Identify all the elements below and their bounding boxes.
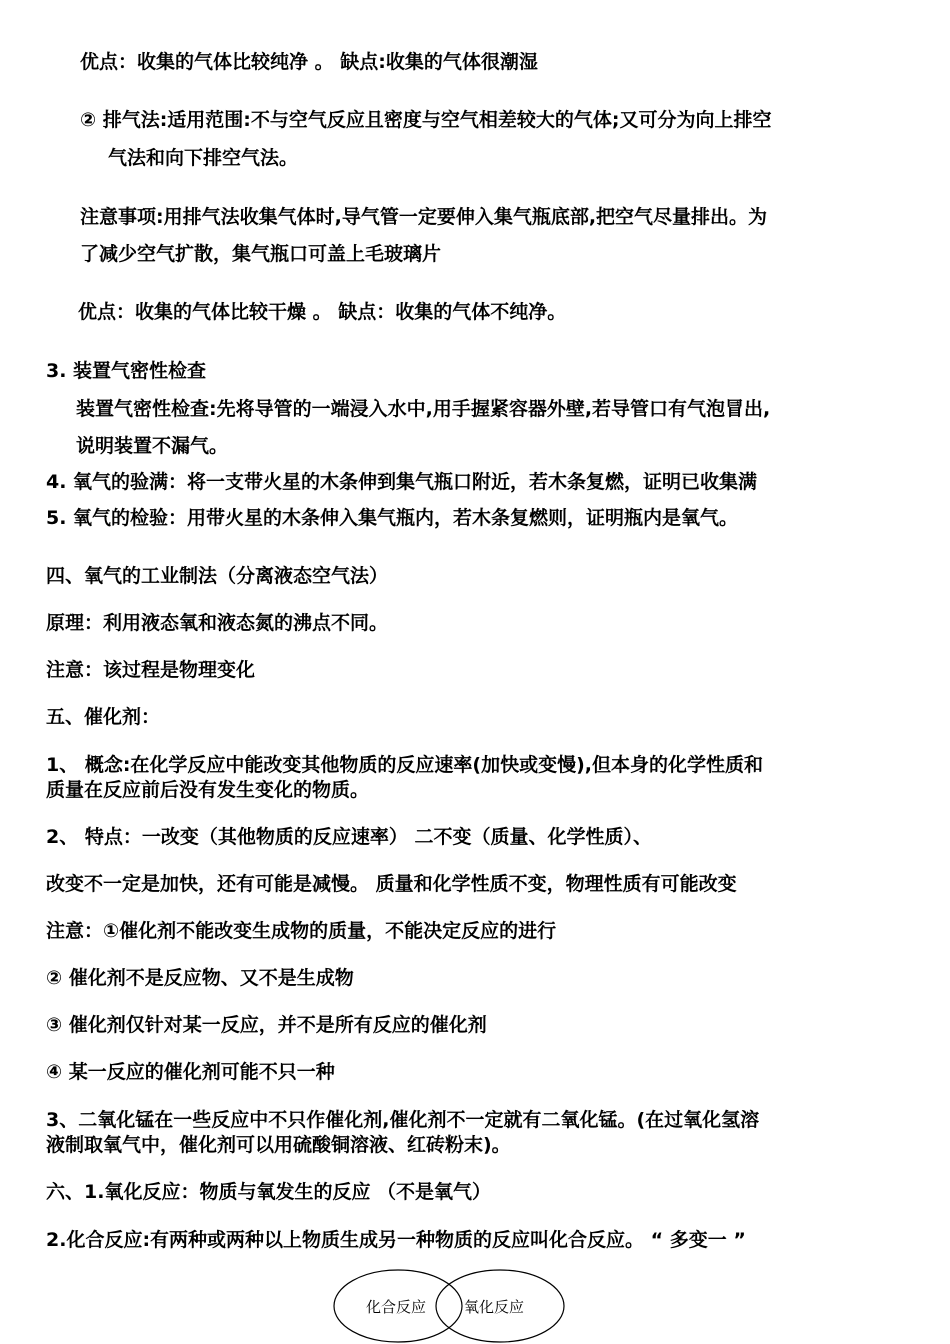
text-line-2: ② 排气法:适用范围:不与空气反应且密度与空气相差较大的气体;又可分为向上排空 xyxy=(80,109,772,131)
text-line-20: 注意：①催化剂不能改变生成物的质量，不能决定反应的进行 xyxy=(46,920,557,942)
text-line-27: 2.化合反应:有两种或两种以上物质生成另一种物质的反应叫化合反应。 “ 多变一 ” xyxy=(46,1229,746,1251)
combination-reaction-label: 化合反应 xyxy=(366,1298,427,1316)
text-line-24: 3、二氧化锰在一些反应中不只作催化剂,催化剂不一定就有二氧化锰。(在过氧化氢溶 xyxy=(46,1109,760,1131)
text-line-5: 了减少空气扩散，集气瓶口可盖上毛玻璃片 xyxy=(80,243,442,265)
text-line-23: ④ 某一反应的催化剂可能不只一种 xyxy=(46,1061,335,1083)
text-line-15: 五、催化剂： xyxy=(46,706,161,728)
text-line-8: 装置气密性检查:先将导管的一端浸入水中,用手握紧容器外壁,若导管口有气泡冒出, xyxy=(76,398,771,420)
text-line-7: 3. 装置气密性检查 xyxy=(46,360,207,382)
text-line-18: 2、 特点：一改变（其他物质的反应速率） 二不变（质量、化学性质）、 xyxy=(46,826,652,848)
reaction-venn-diagram xyxy=(330,1268,570,1344)
text-line-9: 说明装置不漏气。 xyxy=(76,435,229,457)
text-line-6: 优点：收集的气体比较干燥 。 缺点：收集的气体不纯净。 xyxy=(78,301,567,323)
text-line-13: 原理：利用液态氧和液态氮的沸点不同。 xyxy=(46,612,389,634)
oxidation-reaction-label: 氧化反应 xyxy=(464,1298,525,1316)
text-line-17: 质量在反应前后没有发生变化的物质。 xyxy=(46,779,370,801)
text-line-25: 液制取氧气中，催化剂可以用硫酸铜溶液、红砖粉末)。 xyxy=(46,1134,511,1156)
text-line-14: 注意：该过程是物理变化 xyxy=(46,659,256,681)
text-line-3: 气法和向下排空气法。 xyxy=(108,147,299,169)
text-line-12: 四、氧气的工业制法（分离液态空气法） xyxy=(46,565,389,587)
text-line-19: 改变不一定是加快，还有可能是减慢。 质量和化学性质不变，物理性质有可能改变 xyxy=(46,873,737,895)
text-line-16: 1、 概念:在化学反应中能改变其他物质的反应速率(加快或变慢),但本身的化学性质和 xyxy=(46,754,764,776)
text-line-22: ③ 催化剂仅针对某一反应，并不是所有反应的催化剂 xyxy=(46,1014,487,1036)
text-line-26: 六、1.氧化反应：物质与氧发生的反应 （不是氧气） xyxy=(46,1181,492,1203)
text-line-11: 5. 氧气的检验：用带火星的木条伸入集气瓶内，若木条复燃则，证明瓶内是氧气。 xyxy=(46,507,739,529)
text-line-4: 注意事项:用排气法收集气体时,导气管一定要伸入集气瓶底部,把空气尽量排出。为 xyxy=(80,206,768,228)
text-line-1: 优点：收集的气体比较纯净 。 缺点:收集的气体很潮湿 xyxy=(80,51,538,73)
text-line-10: 4. 氧气的验满：将一支带火星的木条伸到集气瓶口附近，若木条复燃，证明已收集满 xyxy=(46,471,758,493)
text-line-21: ② 催化剂不是反应物、又不是生成物 xyxy=(46,967,354,989)
